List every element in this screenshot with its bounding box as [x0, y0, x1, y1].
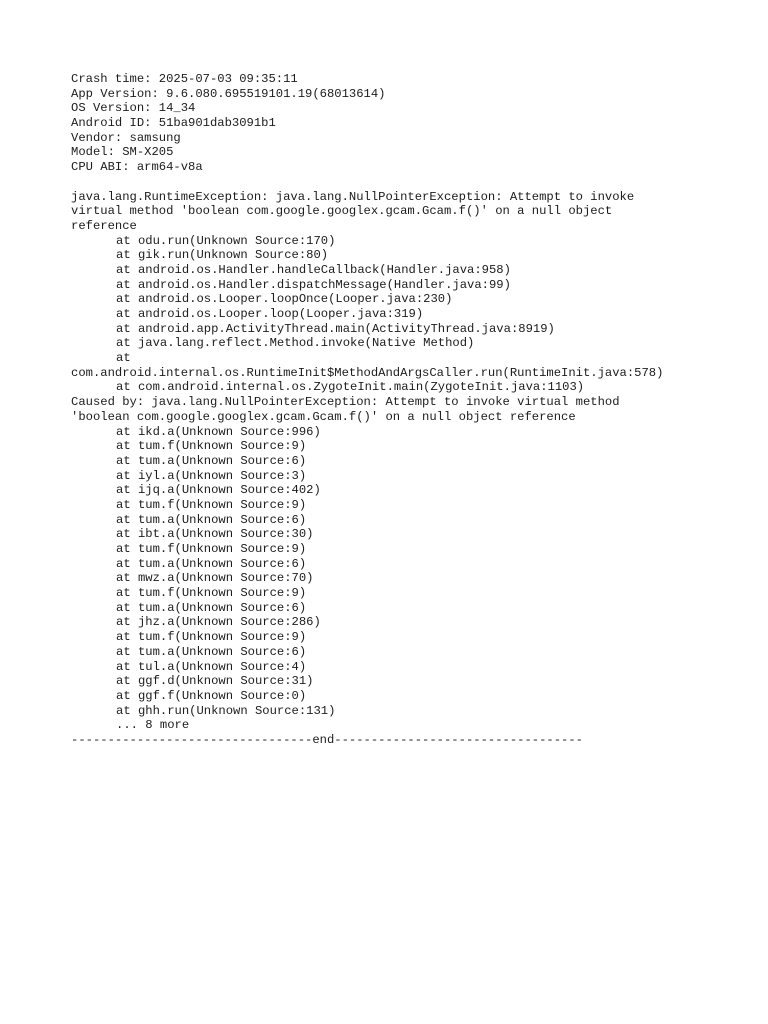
caused-by-line: Caused by: java.lang.NullPointerException: Attempt to invoke virtual method [71, 395, 620, 410]
stack-frame: at tum.a(Unknown Source:6) [116, 644, 307, 659]
os-version: OS Version: 14_34 [71, 101, 196, 116]
stack-frame: at tum.f(Unknown Source:9) [116, 542, 307, 556]
stack-frame: at tum.f(Unknown Source:9) [116, 586, 307, 601]
stack-frame: at tul.a(Unknown Source:4) [116, 659, 307, 674]
stack-frame: at tum.a(Unknown Source:6) [116, 453, 307, 468]
stack-frame: at ijq.a(Unknown Source:402) [116, 483, 321, 498]
exception-line: java.lang.RuntimeException: java.lang.NullPointerException: Attempt to invoke [71, 189, 635, 204]
stack-frame: at tum.a(Unknown Source:6) [116, 512, 307, 527]
app-version: App Version: 9.6.080.695519101.19(68013614) [71, 86, 386, 101]
stack-frame: at tum.f(Unknown Source:9) [116, 497, 307, 512]
stack-frame: at tum.f(Unknown Source:9) [116, 439, 307, 454]
stack-frame: at jhz.a(Unknown Source:286) [116, 615, 321, 630]
stack-frame: at android.os.Looper.loopOnce(Looper.java:230) [116, 292, 453, 307]
stack-frame: at ghh.run(Unknown Source:131) [116, 703, 336, 718]
stack-frame: at android.os.Handler.dispatchMessage(Handler.java:99) [116, 277, 511, 292]
stack-frame: at ibt.a(Unknown Source:30) [116, 527, 314, 542]
stack-frame: at [116, 351, 131, 366]
stack-frame: at com.android.internal.os.ZygoteInit.main(ZygoteInit.java:1103) [116, 380, 585, 395]
stack-frame: at mwz.a(Unknown Source:70) [116, 571, 314, 586]
stack-frame: at java.lang.reflect.Method.invoke(Native Method) [116, 336, 475, 351]
cause-stack-trace [71, 425, 711, 733]
stack-frame: at android.app.ActivityThread.main(ActivityThread.java:8919) [116, 321, 555, 336]
stack-frame: at odu.run(Unknown Source:170) [116, 233, 336, 248]
stack-frame-wrapped: com.android.internal.os.RuntimeInit$MethodAndArgsCaller.run(RuntimeInit.java:578) [71, 365, 664, 380]
stack-frame: at android.os.Looper.loop(Looper.java:319) [116, 307, 424, 321]
stack-frame: at tum.a(Unknown Source:6) [116, 600, 307, 615]
stack-frame: at ggf.d(Unknown Source:31) [116, 674, 314, 689]
blank-line [71, 175, 711, 190]
crash-time: Crash time: 2025-07-03 09:35:11 [71, 72, 298, 86]
stack-frame: at ikd.a(Unknown Source:996) [116, 424, 321, 439]
stack-frame: at tum.f(Unknown Source:9) [116, 630, 307, 645]
model: Model: SM-X205 [71, 145, 174, 160]
caused-by [71, 395, 711, 424]
vendor: Vendor: samsung [71, 130, 181, 145]
stack-frame: at android.os.Handler.handleCallback(Handler.java:958) [116, 262, 511, 277]
more-frames-note: ... 8 more [116, 718, 190, 733]
cpu-abi: CPU ABI: arm64-v8a [71, 160, 203, 175]
stack-frame: at gik.run(Unknown Source:80) [116, 248, 329, 263]
android-id: Android ID: 51ba901dab3091b1 [71, 116, 276, 131]
exception-message [71, 190, 711, 234]
stack-frame: at ggf.f(Unknown Source:0) [116, 688, 307, 703]
end-marker: ---------------------------------end---------------------------------- [71, 732, 583, 747]
stack-trace [71, 234, 711, 396]
crash-header [71, 72, 711, 175]
exception-line: reference [71, 218, 137, 233]
crash-log-view [71, 72, 711, 748]
stack-frame: at tum.a(Unknown Source:6) [116, 556, 307, 571]
exception-line: virtual method 'boolean com.google.googlex.gcam.Gcam.f()' on a null object [71, 204, 613, 219]
stack-frame: at iyl.a(Unknown Source:3) [116, 468, 307, 483]
caused-by-line: 'boolean com.google.googlex.gcam.Gcam.f()' on a null object reference [71, 409, 576, 424]
